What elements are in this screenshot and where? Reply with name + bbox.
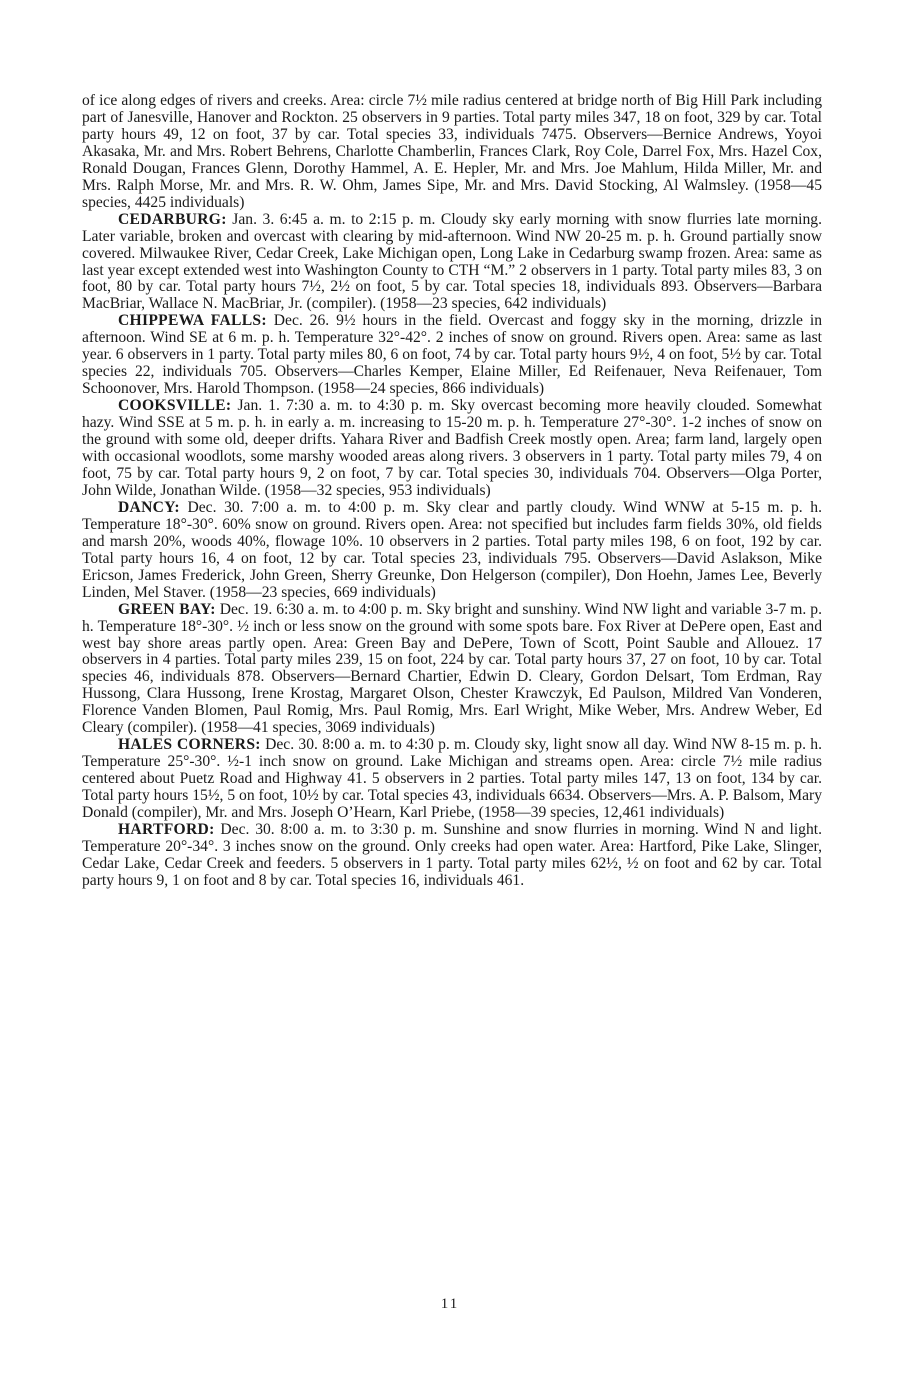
entry-location: CHIPPEWA FALLS: [118,312,267,330]
count-entry-cooksville [82,398,822,500]
count-entry-cedarburg [82,212,822,314]
entry-location: DANCY: [118,498,180,516]
count-entry-dancy [82,500,822,602]
entry-text: Jan. 1. 7:30 a. m. to 4:30 p. m. Sky overcast becoming more heavily clouded. Somewhat hazy. Wind SSE at 5 m. p. h. in early a. m. increasing to 15-20 m. p. h. Temperature 27°-30°. 1-2 inches of snow on the ground with some old, deeper drifts. Yahara River and Badfish Creek mostly open. Area; farm land, largely open with occasional woodlots, some marshy wooded areas along rivers. 3 observers in 1 party. Total party miles 79, 4 on foot, 75 by car. Total party hours 9, 2 on foot, 7 by car. Total species 30, individuals 704. Observers—Olga Porter, John Wilde, Jonathan Wilde. (1958—32 species, 953 individuals) [82,397,822,499]
count-entry-chippewa-falls [82,313,822,398]
entry-location: HALES CORNERS: [118,736,261,754]
entry-location: CEDARBURG: [118,210,227,228]
entry-text: Dec. 30. 8:00 a. m. to 4:30 p. m. Cloudy sky, light snow all day. Wind NW 8-15 m. p. h. Temperature 25°-30°. ½-1 inch snow on ground. Lake Michigan and streams open. Area: circle 7½ mile radius centered about Puetz Road and Highway 41. 5 observers in 2 parties. Total party miles 147, 13 on foot, 134 by car. Total party hours 15½, 5 on foot, 10½ by car. Total species 43, individuals 6634. Observers—Mrs. A. P. Balsom, Mary Donald (compiler), Mr. and Mrs. Joseph O’Hearn, Karl Priebe, (1958—39 species, 12,461 individuals) [82,736,822,822]
intro-paragraph: of ice along edges of rivers and creeks. Area: circle 7½ mile radius centered at bridge north of Big Hill Park including part of Janesville, Hanover and Rockton. 25 observers in 9 parties. Total party miles 347, 18 on foot, 329 by car. Total party hours 49, 12 on foot, 37 by car. Total species 33, individuals 7475. Observers—Bernice Andrews, Yoyoi Akasaka, Mr. and Mrs. Robert Behrens, Charlotte Chamberlin, Frances Clark, Roy Cole, Darrel Fox, Mrs. Hazel Cox, Ronald Dougan, Frances Glenn, Dorothy Hammel, A. E. Hepler, Mr. and Mrs. Joe Mahlum, Hilda Miller, Mr. and Mrs. Ralph Morse, Mr. and Mrs. R. W. Ohm, James Sipe, Mr. and Mrs. David Stocking, Al Walmsley. (1958—45 species, 4425 individuals) [82,92,822,211]
entry-text: Jan. 3. 6:45 a. m. to 2:15 p. m. Cloudy sky early morning with snow flurries late morning. Later variable, broken and overcast with clearing by mid-afternoon. Wind NW 20-25 m. p. h. Ground partially snow covered. Milwaukee River, Cedar Creek, Lake Michigan open, Long Lake in Cedarburg swamp frozen. Area: same as last year except extended west into Washington County to CTH “M.” 2 observers in 1 party. Total party miles 83, 3 on foot, 80 by car. Total party hours 7½, 2½ on foot, 5 by car. Total species 18, individuals 893. Observers—Barbara MacBriar, Wallace N. MacBriar, Jr. (compiler). (1958—23 species, 642 individuals) [82,210,822,313]
page-body [82,93,822,890]
entry-text: Dec. 26. 9½ hours in the field. Overcast and foggy sky in the morning, drizzle in afternoon. Wind SE at 6 m. p. h. Temperature 32°-42°. 2 inches of snow on ground. Rivers open. Area: same as last year. 6 observers in 1 party. Total party miles 80, 6 on foot, 74 by car. Total party hours 9½, 4 on foot, 5½ by car. Total species 22, individuals 705. Observers—Charles Kemper, Elaine Miller, Ed Reifenauer, Neva Reifenauer, Tom Schoonover, Mrs. Harold Thompson. (1958—24 species, 866 individuals) [82,312,822,398]
entry-location: COOKSVILLE: [118,397,232,415]
entry-location: HARTFORD: [118,820,215,838]
page-number: 11 [440,1296,460,1312]
entry-location: GREEN BAY: [118,600,216,618]
entry-text: Dec. 19. 6:30 a. m. to 4:00 p. m. Sky bright and sunshiny. Wind NW light and variable 3-7 m. p. h. Temperature 18°-30°. ½ inch or less snow on the ground with some spots bare. Fox River at DePere open, East and west bay shore areas partly open. Area: Green Bay and DePere, Town of Scott, Point Sauble and Allouez. 17 observers in 4 parties. Total party miles 239, 15 on foot, 224 by car. Total party hours 37, 27 on foot, 10 by car. Total species 46, individuals 878. Observers—Bernard Chartier, Edwin D. Cleary, Gordon Delsart, Tom Erdman, Ray Hussong, Clara Hussong, Irene Krostag, Margaret Olson, Chester Krawczyk, Ed Paulson, Mildred Van Vonderen, Florence Vanden Blomen, Paul Romig, Mrs. Paul Romig, Mrs. Earl Wright, Mike Weber, Mrs. Andrew Weber, Ed Cleary (compiler). (1958—41 species, 3069 individuals) [82,600,822,737]
count-entry-hales-corners [82,737,822,822]
count-entry-green-bay [82,602,822,738]
count-entry-hartford [82,822,822,890]
entry-text: Dec. 30. 7:00 a. m. to 4:00 p. m. Sky clear and partly cloudy. Wind WNW at 5-15 m. p. h. Temperature 18°-30°. 60% snow on ground. Rivers open. Area: not specified but includes farm fields 30%, old fields and marsh 20%, woods 40%, flowage 10%. 10 observers in 2 parties. Total party miles 198, 6 on foot, 192 by car. Total party hours 16, 4 on foot, 12 by car. Total species 23, individuals 795. Observers—David Aslakson, Mike Ericson, James Frederick, John Green, Sherry Greunke, Don Helgerson (compiler), Don Hoehn, James Lee, Beverly Linden, Mel Staver. (1958—23 species, 669 individuals) [82,498,822,601]
entry-text: Dec. 30. 8:00 a. m. to 3:30 p. m. Sunshine and snow flurries in morning. Wind N and light. Temperature 20°-34°. 3 inches snow on the ground. Only creeks had open water. Area: Hartford, Pike Lake, Slinger, Cedar Lake, Cedar Creek and feeders. 5 observers in 1 party. Total party miles 62½, ½ on foot and 62 by car. Total party hours 9, 1 on foot and 8 by car. Total species 16, individuals 461. [82,820,822,889]
